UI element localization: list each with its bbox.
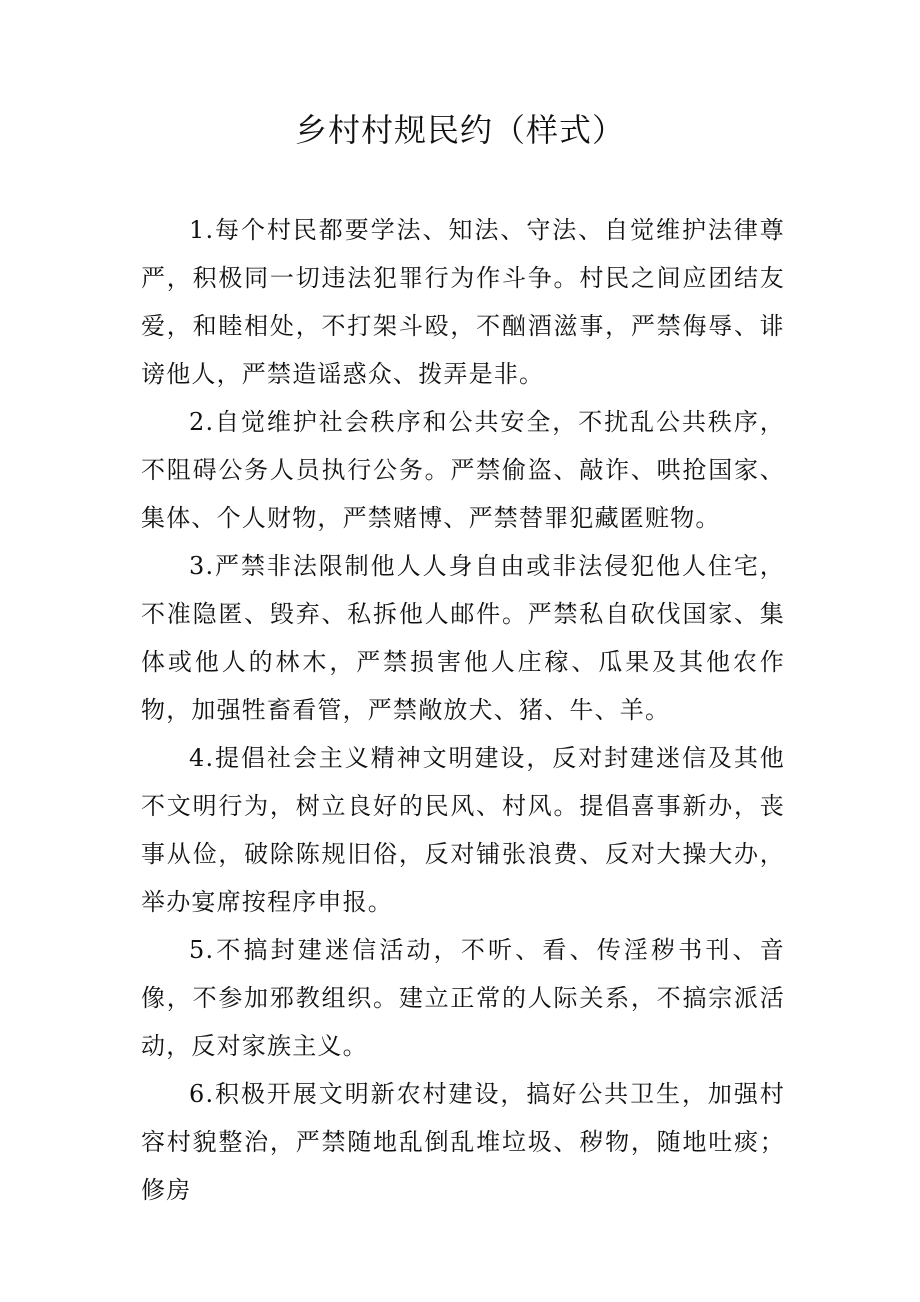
- article-paragraph-3: 3.严禁非法限制他人人身自由或非法侵犯他人住宅，不准隐匿、毁弃、私拆他人邮件。严禁私自砍伐国家、集体或他人的林木，严禁损害他人庄稼、瓜果及其他农作物，加强牲畜看管，严禁敞放犬、猪、牛、羊。: [141, 552, 785, 724]
- article-paragraph-1: 1.每个村民都要学法、知法、守法、自觉维护法律尊严，积极同一切违法犯罪行为作斗争。村民之间应团结友爱，和睦相处，不打架斗殴，不酗酒滋事，严禁侮辱、诽谤他人，严禁造谣惑众、拨弄是非。: [141, 216, 785, 388]
- article-paragraph-2: 2.自觉维护社会秩序和公共安全，不扰乱公共秩序，不阻碍公务人员执行公务。严禁偷盗、敲诈、哄抢国家、集体、个人财物，严禁赌博、严禁替罪犯藏匿赃物。: [141, 408, 785, 532]
- article-paragraph-6: 6.积极开展文明新农村建设，搞好公共卫生，加强村容村貌整治，严禁随地乱倒乱堆垃圾、秽物，随地吐痰；修房: [141, 1080, 785, 1204]
- article-paragraph-5: 5.不搞封建迷信活动，不听、看、传淫秽书刊、音像，不参加邪教组织。建立正常的人际关系，不搞宗派活动，反对家族主义。: [141, 936, 785, 1060]
- article-paragraph-4: 4.提倡社会主义精神文明建设，反对封建迷信及其他不文明行为，树立良好的民风、村风。提倡喜事新办，丧事从俭，破除陈规旧俗，反对铺张浪费、反对大操大办，举办宴席按程序申报。: [141, 744, 785, 916]
- document-body: [141, 206, 785, 1214]
- document-title: 乡村村规民约（样式）: [294, 111, 625, 149]
